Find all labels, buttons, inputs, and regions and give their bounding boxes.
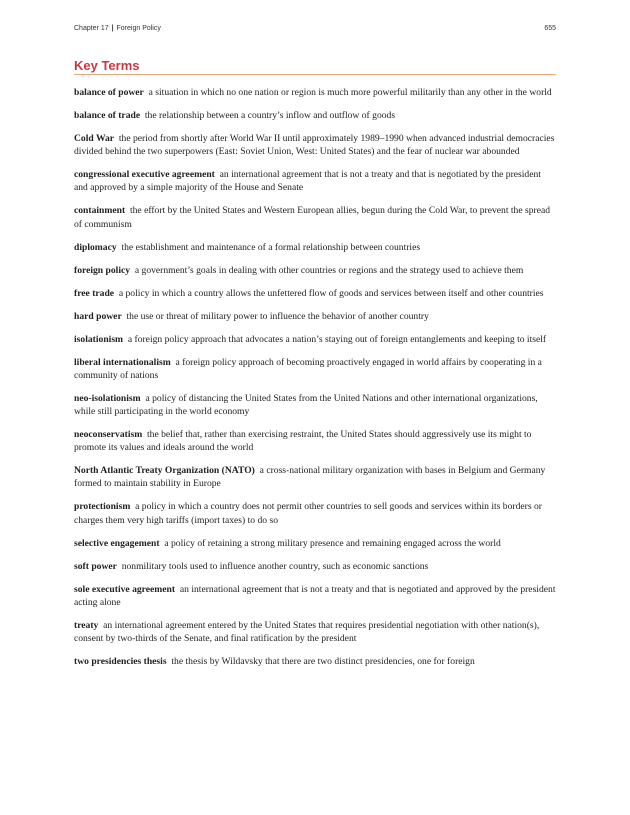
glossary-entry	[74, 109, 556, 122]
glossary-definition: a policy in which a country allows the unfettered flow of goods and services between itself and other countries	[118, 287, 544, 299]
glossary-entry	[74, 392, 556, 418]
glossary-term: neo-isolationism	[74, 392, 141, 404]
running-header	[74, 25, 556, 32]
glossary-term: North Atlantic Treaty Organization (NATO)	[74, 465, 255, 477]
glossary-entry	[74, 241, 556, 254]
glossary-definition: a policy of retaining a strong military presence and remaining engaged across the world	[164, 537, 501, 549]
glossary-definition: a policy in which a country does not permit other countries to sell goods and services within its borders or charges them very high tariffs (import taxes) to do so	[74, 501, 542, 526]
glossary-definition: an international agreement entered by the United States that requires presidential negotiation with other nation(s), consent by two-thirds of the Senate, and final ratification by the president	[74, 619, 540, 645]
glossary-definition: the thesis by Wildavsky that there are two distinct presidencies, one for foreign	[171, 656, 475, 668]
glossary-entry	[74, 132, 556, 158]
glossary-entry	[74, 204, 556, 230]
glossary-entry	[74, 464, 556, 490]
glossary-definition: a government’s goals in dealing with other countries or regions and the strategy used to achieve them	[134, 264, 524, 276]
glossary-entry	[74, 356, 556, 382]
glossary-term: sole executive agreement	[74, 583, 176, 595]
glossary-definition: the period from shortly after World War II until approximately 1989–1990 when advanced industrial democracies divided behind the two superpowers (East: Soviet Union, West: United States) and the fear of nuclear war abounded	[74, 133, 555, 158]
glossary-term: balance of trade	[74, 110, 141, 121]
glossary-entry	[74, 333, 556, 346]
glossary-term: diplomacy	[74, 241, 117, 253]
chapter-title	[74, 25, 161, 32]
glossary-term: free trade	[74, 287, 115, 299]
glossary-term: selective engagement	[74, 537, 160, 549]
glossary-definition: the effort by the United States and Western European allies, begun during the Cold War, to prevent the spread of communism	[74, 205, 551, 230]
glossary-definition: an international agreement that is not a treaty and that is negotiated and approved by the president acting alone	[74, 583, 556, 608]
glossary-term: isolationism	[74, 333, 124, 345]
glossary-definition: a cross-national military organization with bases in Belgium and Germany formed to maintain stability in Europe	[74, 465, 546, 490]
glossary-definition: a situation in which no one nation or region is much more powerful militarily than any other in the world	[148, 87, 552, 98]
glossary-term: two presidencies thesis	[74, 656, 167, 668]
glossary-definition: an international agreement that is not a treaty and that is negotiated by the president and approved by a simple majority of the House and Senate	[74, 169, 541, 194]
glossary-term: liberal internationalism	[74, 356, 171, 368]
chapter-label: Chapter 17	[74, 25, 109, 32]
glossary-entry	[74, 310, 556, 323]
glossary-term: balance of power	[74, 87, 144, 98]
glossary-term: foreign policy	[74, 264, 131, 276]
glossary-definition: a policy of distancing the United States from the United Nations and other international organizations, while still participating in the world economy	[74, 392, 538, 418]
glossary-entry	[74, 264, 556, 277]
glossary-entry	[74, 655, 556, 668]
glossary-entry	[74, 560, 556, 573]
glossary-entry	[74, 86, 556, 99]
glossary-term: treaty	[74, 619, 99, 631]
glossary-definition: the relationship between a country’s inflow and outflow of goods	[144, 110, 396, 121]
glossary-entry	[74, 619, 556, 645]
glossary-definition: the belief that, rather than exercising restraint, the United States should aggressively use its might to promote its values and ideals around the world	[74, 429, 532, 454]
glossary-term: congressional executive agreement	[74, 169, 215, 181]
glossary-definition: the establishment and maintenance of a formal relationship between countries	[121, 241, 421, 253]
glossary-entry	[74, 287, 556, 300]
glossary-definition: a foreign policy approach of becoming proactively engaged in world affairs by cooperating in a community of nations	[74, 356, 542, 381]
glossary-entry	[74, 428, 556, 454]
glossary-term: containment	[74, 205, 126, 217]
glossary-entry	[74, 583, 556, 609]
glossary-entry	[74, 500, 556, 526]
glossary-definition: the use or threat of military power to influence the behavior of another country	[126, 310, 429, 322]
page-number: 655	[544, 25, 556, 32]
glossary-term: hard power	[74, 310, 122, 322]
key-terms-list	[74, 86, 556, 678]
glossary-definition: nonmilitary tools used to influence another country, such as economic sanctions	[121, 560, 429, 572]
glossary-term: protectionism	[74, 501, 131, 513]
glossary-term: soft power	[74, 560, 117, 572]
glossary-definition: a foreign policy approach that advocates a nation’s staying out of foreign entanglements and keeping to itself	[127, 333, 547, 345]
glossary-entry	[74, 168, 556, 194]
glossary-term: Cold War	[74, 133, 115, 144]
glossary-term: neoconservatism	[74, 429, 143, 441]
glossary-entry	[74, 537, 556, 550]
chapter-section: Foreign Policy	[116, 25, 161, 32]
section-title: Key Terms	[74, 58, 556, 75]
header-separator: |	[111, 25, 114, 32]
